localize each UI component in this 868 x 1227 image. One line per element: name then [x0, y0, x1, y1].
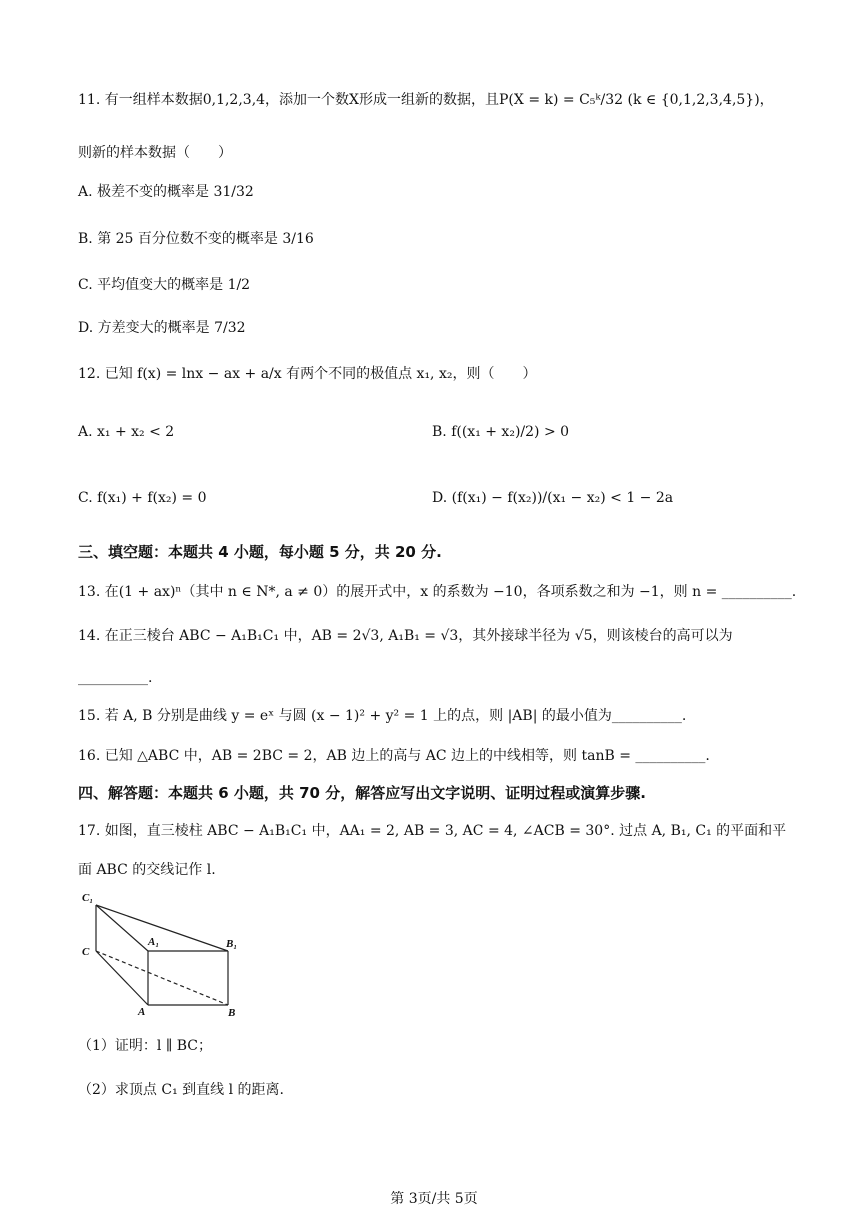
q12-option-b: B. f((x₁ + x₂)/2) > 0	[432, 424, 570, 440]
label-c: C	[82, 946, 90, 958]
q17-part2: （2）求顶点 C₁ 到直线 l 的距离.	[78, 1082, 284, 1098]
q17-stem: 17. 如图，直三棱柱 ABC − A₁B₁C₁ 中，AA₁ = 2, AB = 3, AC = 4, ∠ACB = 30°. 过点 A, B₁, C₁ 的平面和平	[78, 823, 787, 839]
edge-c1-a1	[96, 905, 148, 951]
prism-figure	[78, 885, 258, 1020]
label-b1: B₁	[226, 938, 238, 950]
q11-option-a: A. 极差不变的概率是 31/32	[78, 184, 254, 200]
q11-stem-cont: 则新的样本数据（ ）	[78, 145, 232, 161]
q11-option-c: C. 平均值变大的概率是 1/2	[78, 277, 251, 293]
edge-c-b-hidden	[96, 951, 228, 1005]
q14: 14. 在正三棱台 ABC − A₁B₁C₁ 中，AB = 2√3, A₁B₁ = √3，其外接球半径为 √5，则该棱台的高可以为	[78, 628, 733, 644]
q12-stem: 12. 已知 f(x) = lnx − ax + a/x 有两个不同的极值点 x₁, x₂，则（ ）	[78, 366, 537, 382]
edge-c-a	[96, 951, 148, 1005]
edge-c1-b1	[96, 905, 228, 951]
q17-stem-cont: 面 ABC 的交线记作 l.	[78, 862, 216, 878]
q12-option-c: C. f(x₁) + f(x₂) = 0	[78, 490, 207, 506]
label-a1: A₁	[148, 936, 160, 948]
q13: 13. 在(1 + ax)ⁿ（其中 n ∈ N*, a ≠ 0）的展开式中，x 的系数为 −10，各项系数之和为 −1，则 n = __________.	[78, 584, 797, 600]
section-4-heading: 四、解答题：本题共 6 小题，共 70 分，解答应写出文字说明、证明过程或演算步骤.	[78, 784, 646, 802]
q12-option-a: A. x₁ + x₂ < 2	[78, 424, 175, 440]
label-a: A	[138, 1006, 146, 1018]
label-b: B	[228, 1007, 236, 1019]
label-c1: C₁	[82, 892, 94, 904]
page-footer: 第 3页/共 5页	[390, 1191, 478, 1207]
q12-option-d: D. (f(x₁) − f(x₂))/(x₁ − x₂) < 1 − 2a	[432, 490, 674, 506]
q17-part1: （1）证明：l ∥ BC；	[78, 1038, 213, 1054]
q11-option-b: B. 第 25 百分位数不变的概率是 3/16	[78, 231, 314, 247]
q15: 15. 若 A, B 分别是曲线 y = eˣ 与圆 (x − 1)² + y² = 1 上的点，则 |AB| 的最小值为__________.	[78, 708, 687, 724]
q16: 16. 已知 △ABC 中，AB = 2BC = 2，AB 边上的高与 AC 边上的中线相等，则 tanB = __________.	[78, 748, 710, 764]
q11-option-d: D. 方差变大的概率是 7/32	[78, 320, 246, 336]
section-3-heading: 三、填空题：本题共 4 小题，每小题 5 分，共 20 分.	[78, 543, 442, 561]
q14-blank: __________.	[78, 670, 153, 686]
q11-stem: 11. 有一组样本数据0,1,2,3,4，添加一个数X形成一组新的数据，且P(X = k) = C₅ᵏ/32 (k ∈ {0,1,2,3,4,5})，	[78, 92, 774, 108]
